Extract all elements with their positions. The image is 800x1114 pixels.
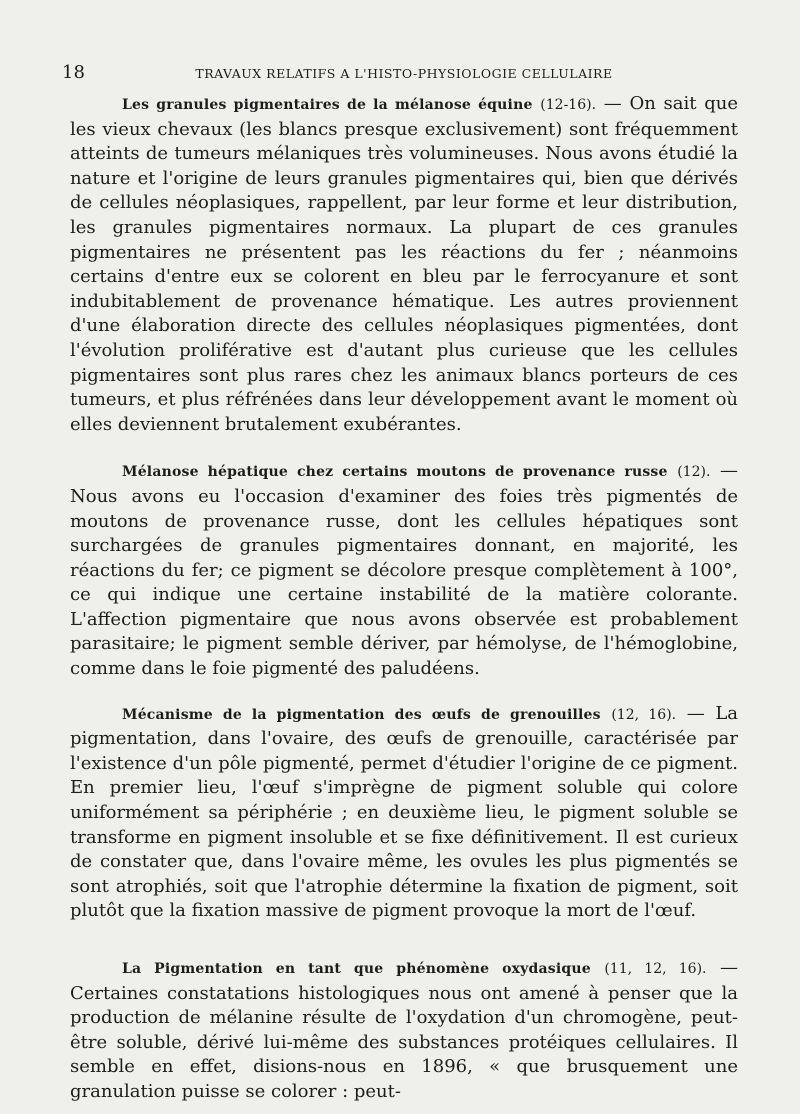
section-refs: (11, 12, 16). [604, 961, 707, 977]
page-number: 18 [62, 62, 85, 83]
section-title: Mécanisme de la pigmentation des œufs de grenouilles [122, 706, 601, 723]
running-title: TRAVAUX RELATIFS A L'HISTO-PHYSIOLOGIE CELLULAIRE [195, 66, 613, 81]
paragraph [70, 459, 738, 681]
section-refs: (12-16). [540, 97, 597, 113]
paragraph [70, 702, 738, 924]
section-oeufs-grenouilles [70, 702, 738, 924]
section-title: La Pigmentation en tant que phénomène oxydasique [122, 961, 591, 977]
paragraph [70, 956, 738, 1105]
section-title: Les granules pigmentaires de la mélanose équine [122, 97, 533, 113]
section-text: — La pigmentation, dans l'ovaire, des œufs de grenouille, caractérisée par l'existence d'un pôle pigmenté, permet d'étudier l'origine de ce pigment. En premier lieu, l'œuf s'imprègne de pigment soluble qui colore uniformément sa périphérie ; en deuxième lieu, le pigment soluble se transforme en pigment insoluble et se fixe définitivement. Il est curieux de constater que, dans l'ovaire même, les ovules les plus pigmentés se sont atrophiés, soit que l'atrophie détermine la fixation de pigment, soit plutôt que la fixation massive de pigment provoque la mort de l'œuf. [70, 702, 738, 922]
section-title: Mélanose hépatique chez certains moutons de provenance russe [122, 464, 668, 481]
section-melanose-hepatique [70, 459, 738, 681]
section-melanose-equine [70, 92, 738, 437]
section-text: — On sait que les vieux chevaux (les blancs presque exclusivement) sont fréquemment atteints de tumeurs mélaniques très volumineuses. Nous avons étudié la nature et l'origine de leurs granules pigmentaires qui, bien que dérivés de cellules néoplasiques, rappellent, par leur forme et leur distribution, les granules pigmentaires normaux. La plupart de ces granules pigmentaires ne présentent pas les réactions du fer ; néanmoins certains d'entre eux se colorent en bleu par le ferrocyanure et sont indubitablement de provenance hématique. Les autres proviennent d'une élaboration directe des cellules néoplasiques pigmentées, dont l'évolution proliférative est d'autant plus curieuse que les cellules pigmentaires sont plus rares chez les animaux blancs porteurs de ces tumeurs, et plus réfrénées dans leur développement avant le moment où elles deviennent brutalement exubérantes. [70, 93, 738, 435]
section-refs: (12, 16). [611, 706, 677, 723]
section-text: — Nous avons eu l'occasion d'examiner des foies très pigmentés de moutons de provenance russe, dont les cellules hépatiques sont surchargées de granules pigmentaires donnant, en majorité, les réactions du fer; ce pigment se décolore presque complètement à 100°, ce qui indique une certaine instabilité de la matière colorante. L'affection pigmentaire que nous avons observée est probablement parasitaire; le pigment semble dériver, par hémolyse, de l'hémoglobine, comme dans le foie pigmenté des paludéens. [70, 460, 738, 680]
page-header [62, 62, 738, 88]
page-body [70, 92, 738, 1105]
section-refs: (12). [677, 464, 711, 481]
section-oxydasique [70, 956, 738, 1105]
paragraph [70, 92, 738, 437]
section-text: — Certaines constatations histologiques nous ont amené à penser que la production de mélanine résulte de l'oxydation d'un chromogène, peut-être soluble, dérivé lui-même des substances protéiques cellulaires. Il semble en effet, disions-nous en 1896, « que brusquement une granulation puisse se colorer : peut- [70, 957, 738, 1102]
